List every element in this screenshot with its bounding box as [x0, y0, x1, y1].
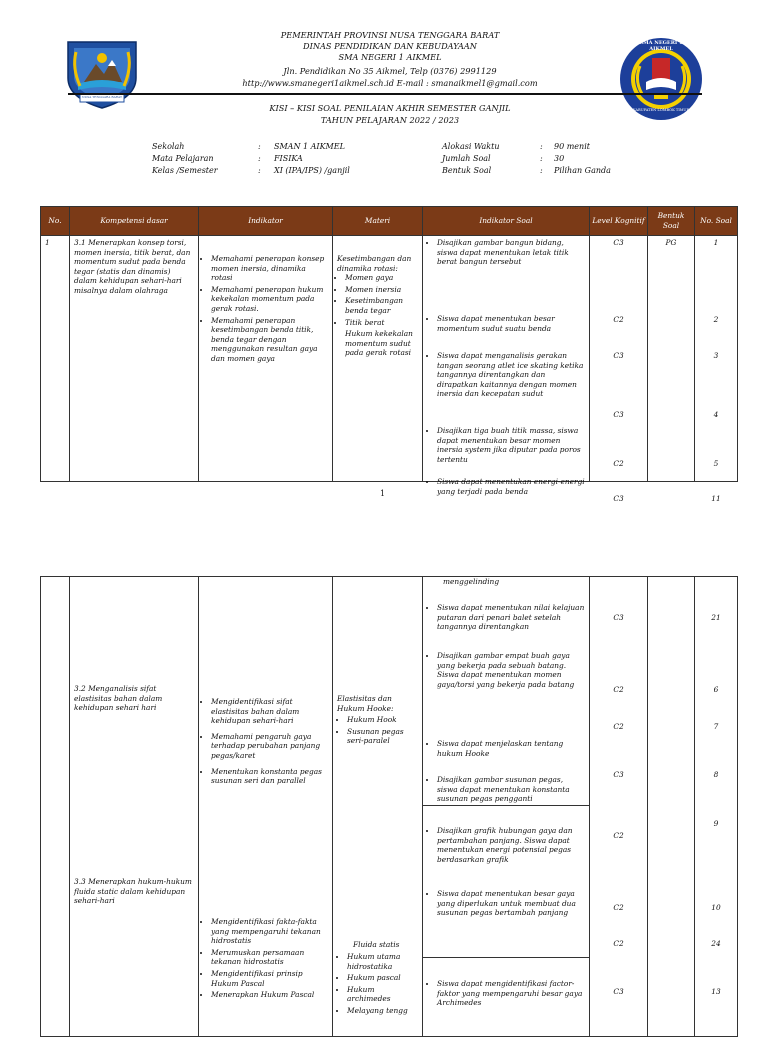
materi-item: • Kesetimbangan benda tegar	[345, 296, 418, 315]
nomor-soal-cell	[695, 236, 738, 503]
soal-number: 2	[713, 315, 719, 324]
soal-number: 11	[711, 494, 721, 503]
materi-item: • Momen inersia	[345, 285, 418, 295]
meta-colon: :	[258, 154, 261, 163]
materi-item: • Melayang tengg	[347, 1006, 418, 1016]
indikator-item: • Merumuskan persamaan tekanan hidrostatis	[211, 948, 328, 967]
soal-number: 13	[711, 987, 721, 996]
soal-number: 24	[711, 939, 721, 948]
soal-number: 6	[713, 685, 719, 694]
row-number-empty	[41, 577, 70, 1037]
soal-item: • Siswa dapat menjelaskan tentang hukum Hooke	[437, 739, 585, 758]
col-header-kd: Kompetensi dasar	[70, 207, 199, 236]
soal-item: • Disajikan gambar susunan pegas, siswa dapat menentukan konstanta susunan pegas pengganti	[437, 775, 585, 804]
level-value: C2	[613, 459, 624, 468]
nomor-soal-cell	[695, 577, 738, 1037]
kd-text: 3.3 Menerapkan hukum-hukum fluida static dalam kehidupan sehari-hari	[74, 877, 192, 906]
indikator-item: • Mengidentifikasi prinsip Hukum Pascal	[211, 969, 328, 988]
right-logo-subtext: KABUPATEN LOMBOK TIMUR	[632, 108, 690, 112]
col-header-nomor: No. Soal	[695, 207, 738, 236]
meta-value-form: Pilihan Ganda	[554, 166, 611, 175]
level-value: C3	[613, 238, 624, 247]
header-school-name: SMA NEGERI 1 AIKMEL	[338, 52, 442, 62]
table-row	[41, 577, 738, 1037]
level-value: C3	[613, 770, 624, 779]
level-value: C3	[613, 987, 624, 996]
level-value: C2	[613, 685, 624, 694]
materi-item: • Hukum utama hidrostatika	[347, 952, 418, 971]
meta-label-school: Sekolah	[152, 142, 185, 151]
soal-number: 4	[713, 410, 719, 419]
meta-value-class: XI (IPA/IPS) /ganjil	[274, 166, 350, 175]
indikator-item: • Memahami penerapan konsep momen inersia, dinamika rotasi	[211, 254, 328, 283]
doc-title: KISI – KISI SOAL PENILAIAN AKHIR SEMESTER GANJIL	[269, 103, 511, 113]
soal-number: 8	[713, 770, 719, 779]
col-header-indikator-soal: Indikator Soal	[423, 207, 590, 236]
soal-item: • Disajikan gambar empat buah gaya yang bekerja pada sebuah batang. Siswa dapat menentukan momen gaya/torsi yang bekerja pada batang	[437, 651, 585, 689]
level-value: C2	[613, 831, 624, 840]
header-contact: http://www.smanegeri1aikmel.sch.id E-mail : smanaikmel1@gmail.com	[242, 78, 538, 88]
row-number: 1	[41, 236, 70, 482]
meta-value-count: 30	[554, 154, 565, 163]
meta-value-subject: FISIKA	[274, 154, 303, 163]
meta-label-form: Bentuk Soal	[442, 166, 492, 175]
header-rule	[68, 93, 702, 95]
soal-number: 10	[711, 903, 721, 912]
meta-colon: :	[540, 154, 543, 163]
soal-number: 5	[713, 459, 719, 468]
doc-year: TAHUN PELAJARAN 2022 / 2023	[320, 115, 460, 125]
table-header-row	[41, 207, 738, 236]
meta-colon: :	[258, 142, 261, 151]
col-header-level: Level Kognitif	[590, 207, 648, 236]
level-value: C2	[613, 315, 624, 324]
grid-table-page-1	[40, 206, 738, 503]
indikator-cell	[199, 577, 333, 1037]
indikator-item: • Menentukan konstanta pegas susunan seri dan parallel	[211, 767, 328, 786]
meta-value-time: 90 menit	[554, 142, 590, 151]
soal-continuation: menggelinding	[443, 577, 500, 586]
soal-number: 7	[713, 722, 719, 731]
col-header-no: No.	[41, 207, 70, 236]
header-government: PEMERINTAH PROVINSI NUSA TENGGARA BARAT	[280, 30, 500, 40]
soal-item: • Siswa dapat mengidentifikasi factor-faktor yang mempengaruhi besar gaya Archimedes	[437, 979, 585, 1008]
indikator-item: • Memahami penerapan hukum kekekalan momentum pada gerak rotasi.	[211, 285, 328, 314]
soal-item: • Siswa dapat menentukan besar momentum sudut suatu benda	[437, 314, 585, 333]
materi-intro: Kesetimbangan dan dinamika rotasi:	[337, 254, 412, 273]
indikator-cell	[199, 236, 333, 482]
level-cell	[590, 236, 648, 503]
right-logo-text: SMA NEGERI 1 AIKMEL	[639, 40, 683, 52]
indikator-item: • Memahami pengaruh gaya terhadap perubahan panjang pegas/karet	[211, 732, 328, 761]
materi-item: • Susunan pegas seri-paralel	[347, 727, 418, 746]
left-logo-text: NUSA TENGGARA BARAT	[81, 95, 123, 99]
table-row	[41, 236, 738, 482]
materi-item: • Hukum pascal	[347, 973, 418, 983]
soal-number: 1	[713, 238, 719, 247]
col-header-materi: Materi	[333, 207, 423, 236]
meta-label-subject: Mata Pelajaran	[152, 154, 214, 163]
kd-text: 3.1 Menerapkan konsep torsi, momen inersia, titik berat, dan momentum sudut pada benda tegar (statis dan dinamis) dalam kehidupan sehari-hari misalnya dalam olahraga	[70, 236, 199, 482]
level-value: C2	[613, 722, 624, 731]
materi-item: • Hukum archimedes	[347, 985, 418, 1004]
kd-cell	[70, 577, 199, 1037]
indikator-soal-cell	[423, 577, 590, 1037]
level-value: C3	[613, 494, 624, 503]
level-value: C2	[613, 939, 624, 948]
meta-colon: :	[540, 142, 543, 151]
materi-item: • Hukum Hook	[347, 715, 418, 725]
col-header-bentuk: Bentuk Soal	[648, 207, 695, 236]
indikator-item: • Mengidentifikasi fakta-fakta yang mempengaruhi tekanan hidrostatis	[211, 917, 328, 946]
level-value: C3	[613, 613, 624, 622]
soal-number: 3	[713, 351, 719, 360]
col-header-indikator: Indikator	[199, 207, 333, 236]
meta-colon: :	[540, 166, 543, 175]
provincial-emblem-logo	[64, 38, 140, 110]
materi-extra: Hukum kekekalan momentum sudut pada gerak rotasi	[345, 329, 413, 358]
soal-item: • Disajikan tiga buah titik massa, siswa dapat menentukan besar momen inersia system jika diputar pada poros tertentu	[437, 426, 585, 464]
materi-cell	[333, 577, 423, 1037]
row-divider	[423, 805, 589, 806]
materi-intro: Elastisitas dan Hukum Hooke:	[337, 694, 394, 713]
meta-label-time: Alokasi Waktu	[442, 142, 500, 151]
page-number: 1	[380, 489, 386, 498]
meta-label-class: Kelas /Semester	[152, 166, 218, 175]
materi-cell	[333, 236, 423, 482]
meta-value-school: SMAN 1 AIKMEL	[274, 142, 345, 151]
indikator-item: • Memahami penerapan kesetimbangan benda titik, benda tegar dengan menggunakan resultan gaya dan momen gaya	[211, 316, 328, 364]
header-address: Jln. Pendidikan No 35 Aikmel, Telp (0376) 2991129	[283, 66, 497, 76]
soal-number: 9	[713, 819, 719, 828]
grid-table-page-2	[40, 576, 738, 1037]
header-department: DINAS PENDIDIKAN DAN KEBUDAYAAN	[303, 41, 477, 51]
soal-number: 21	[711, 613, 721, 622]
bentuk-soal-value: PG	[648, 236, 695, 482]
level-value: C3	[613, 351, 624, 360]
bentuk-soal-empty	[648, 577, 695, 1037]
soal-item: • Siswa dapat menentukan energi-energi yang terjadi pada benda	[437, 477, 585, 496]
row-divider	[423, 957, 589, 958]
materi-intro: Fluida statis	[353, 940, 400, 949]
soal-item: • Siswa dapat menentukan besar gaya yang diperlukan untuk membuat dua susunan pegas bertambah panjang	[437, 889, 585, 918]
indikator-item: • Menerapkan Hukum Pascal	[211, 990, 328, 1000]
level-cell	[590, 577, 648, 1037]
level-value: C3	[613, 410, 624, 419]
soal-item: • Siswa dapat menentukan nilai kelajuan putaran dari penari balet setelah tangannya direntangkan	[437, 603, 585, 632]
materi-item: • Momen gaya	[345, 273, 418, 283]
meta-label-count: Jumlah Soal	[442, 154, 491, 163]
indikator-item: • Mengidentifikasi sifat elastisitas bahan dalam kehidupan sehari-hari	[211, 697, 328, 726]
kd-text: 3.2 Menganalisis sifat elastisitas bahan dalam kehidupan sehari hari	[74, 684, 163, 713]
indikator-soal-cell	[423, 236, 590, 496]
level-value: C2	[613, 903, 624, 912]
materi-item: • Titik berat	[345, 318, 418, 328]
soal-item: • Siswa dapat menganalisis gerakan tangan seorang atlet ice skating ketika tangannya direntangkan dan dirapatkan kaitannya dengan momen inersia dan kecepatan sudut	[437, 351, 585, 399]
soal-item: • Disajikan grafik hubungan gaya dan pertambahan panjang. Siswa dapat menentukan energi potensial pegas berdasarkan grafik	[437, 826, 585, 864]
soal-item: • Disajikan gambar bangun bidang, siswa dapat menentukan letak titik berat bangun tersebut	[437, 238, 585, 267]
meta-colon: :	[258, 166, 261, 175]
